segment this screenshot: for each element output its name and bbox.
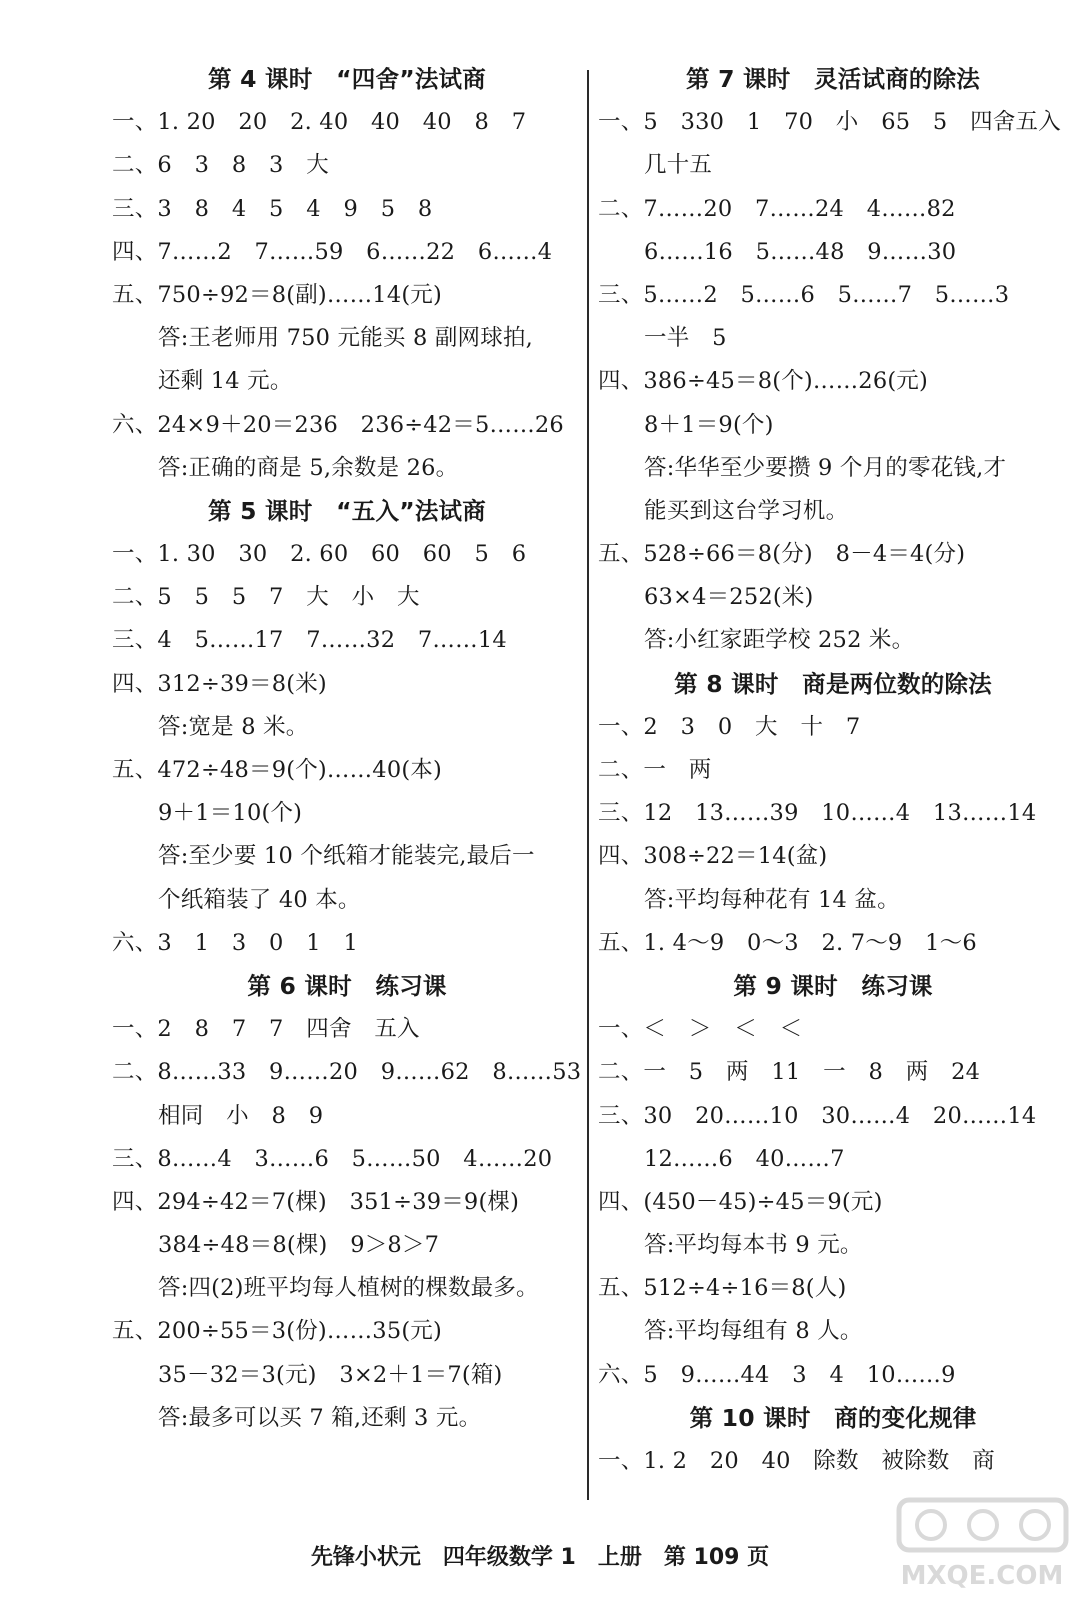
answer-line: 四、(450－45)÷45＝9(元) [598, 1188, 883, 1215]
answer-line: 答:王老师用 750 元能买 8 副网球拍, [158, 325, 534, 352]
answer-line: 6……16 5……48 9……30 [644, 238, 957, 265]
answer-line: 四、7……2 7……59 6……22 6……4 [112, 238, 553, 265]
answer-line: 答:小红家距学校 252 米。 [644, 627, 915, 654]
answer-line: 一、2 3 0 大 十 7 [598, 713, 861, 740]
answer-line: 六、5 9……44 3 4 10……9 [598, 1361, 956, 1388]
answer-line: 二、6 3 8 3 大 [112, 152, 329, 179]
answer-line: 五、1. 4～9 0～3 2. 7～9 1～6 [598, 929, 977, 956]
answer-line: 9＋1＝10(个) [158, 800, 303, 827]
answer-line: 一、＜ ＞ ＜ ＜ [598, 1016, 803, 1043]
watermark-text: MXQE.COM [900, 1561, 1064, 1591]
answer-line: 三、3 8 4 5 4 9 5 8 [112, 195, 433, 222]
answer-line: 一半 5 [644, 325, 727, 352]
answer-line: 答:最多可以买 7 箱,还剩 3 元。 [158, 1404, 482, 1431]
answer-line: 四、312÷39＝8(米) [112, 670, 327, 697]
answer-line: 几十五 [644, 152, 713, 179]
answer-line: 答:至少要 10 个纸箱才能装完,最后一 [158, 843, 535, 870]
answer-line: 个纸箱装了 40 本。 [158, 886, 361, 913]
watermark-logo [895, 1496, 1070, 1592]
answer-line: 三、12 13……39 10……4 13……14 [598, 800, 1037, 827]
column-divider [587, 70, 589, 1500]
section-heading: 第 5 课时 “五入”法试商 [208, 496, 486, 525]
answer-line: 答:华华至少要攒 9 个月的零花钱,才 [644, 454, 1007, 481]
answer-line: 相同 小 8 9 [158, 1102, 324, 1129]
answer-line: 二、一 5 两 11 一 8 两 24 [598, 1059, 981, 1086]
page-footer: 先锋小状元 四年级数学 1 上册 第 109 页 [310, 1545, 770, 1570]
answer-line: 384÷48＝8(棵) 9＞8＞7 [158, 1232, 440, 1259]
answer-line: 二、8……33 9……20 9……62 8……53 [112, 1059, 582, 1086]
answer-line: 一、5 330 1 70 小 65 5 四舍五入 [598, 109, 1061, 136]
answer-line: 答:四(2)班平均每人植树的棵数最多。 [158, 1275, 539, 1302]
answer-line: 三、8……4 3……6 5……50 4……20 [112, 1145, 553, 1172]
section-heading: 第 9 课时 练习课 [733, 971, 933, 1000]
answer-line: 63×4＝252(米) [644, 584, 814, 611]
section-heading: 第 7 课时 灵活试商的除法 [685, 65, 980, 93]
answer-line: 能买到这台学习机。 [644, 497, 849, 524]
section-heading: 第 6 课时 练习课 [247, 971, 447, 1000]
left-column [112, 58, 582, 1440]
answer-line: 一、1. 20 20 2. 40 40 40 8 7 [112, 109, 527, 136]
answer-line: 一、1. 30 30 2. 60 60 60 5 6 [112, 541, 527, 568]
answer-line: 8＋1＝9(个) [644, 411, 774, 438]
answer-line: 答:宽是 8 米。 [158, 713, 309, 740]
answer-line: 五、528÷66＝8(分) 8－4＝4(分) [598, 541, 966, 568]
answer-line: 四、386÷45＝8(个)……26(元) [598, 368, 928, 395]
answer-line: 四、308÷22＝14(盆) [598, 843, 828, 870]
answer-line: 六、3 1 3 0 1 1 [112, 929, 358, 956]
section-heading: 第 8 课时 商是两位数的除法 [674, 669, 992, 698]
answer-line: 五、472÷48＝9(个)……40(本) [112, 757, 442, 783]
answer-line: 三、4 5……17 7……32 7……14 [112, 627, 507, 654]
answer-line: 三、30 20……10 30……4 20……14 [598, 1102, 1037, 1129]
answer-line: 12……6 40……7 [644, 1145, 845, 1172]
answer-line: 四、294÷42＝7(棵) 351÷39＝9(棵) [112, 1188, 520, 1215]
answer-line: 答:平均每本书 9 元。 [644, 1232, 863, 1259]
answer-line: 二、5 5 5 7 大 小 大 [112, 584, 420, 611]
right-column [598, 58, 1068, 1483]
answer-line: 二、一 两 [598, 757, 712, 783]
answer-line: 三、5……2 5……6 5……7 5……3 [598, 281, 1010, 308]
answer-line: 二、7……20 7……24 4……82 [598, 195, 956, 222]
answer-line: 还剩 14 元。 [158, 368, 293, 395]
answer-line: 一、2 8 7 7 四舍 五入 [112, 1016, 420, 1043]
answer-line: 五、200÷55＝3(份)……35(元) [112, 1318, 442, 1345]
answer-line: 五、750÷92＝8(副)……14(元) [112, 281, 442, 308]
section-heading: 第 4 课时 “四舍”法试商 [208, 65, 486, 93]
section-heading: 第 10 课时 商的变化规律 [689, 1403, 977, 1432]
answer-line: 一、1. 2 20 40 除数 被除数 商 [598, 1448, 995, 1474]
answer-line: 六、24×9＋20＝236 236÷42＝5……26 [112, 411, 564, 438]
answer-line: 五、512÷4÷16＝8(人) [598, 1275, 847, 1302]
answer-line: 答:平均每组有 8 人。 [644, 1318, 863, 1345]
answer-line: 35－32＝3(元) 3×2＋1＝7(箱) [158, 1361, 503, 1388]
answer-line: 答:正确的商是 5,余数是 26。 [158, 454, 459, 481]
answer-line: 答:平均每种花有 14 盆。 [644, 886, 900, 913]
